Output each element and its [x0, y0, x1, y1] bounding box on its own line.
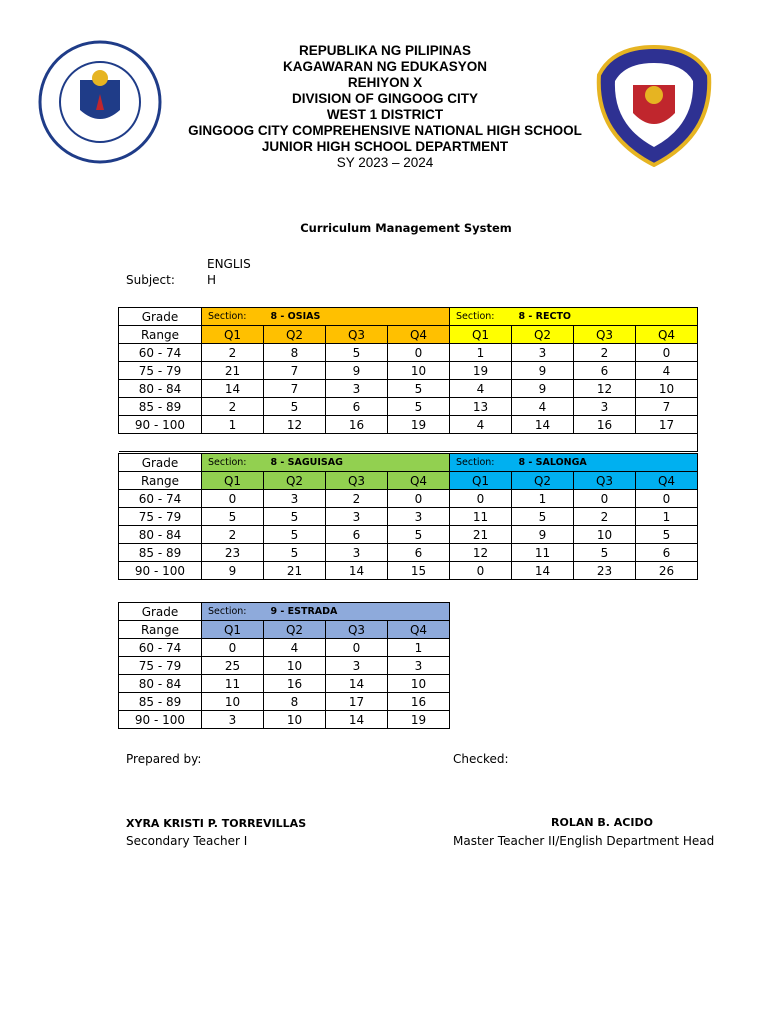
count-cell: 2: [574, 508, 636, 526]
count-cell: 0: [636, 490, 698, 508]
count-cell: 8: [264, 344, 326, 362]
grade-range-cell: 85 - 89: [119, 398, 202, 416]
table-row: [119, 508, 698, 526]
subject-value-line2: H: [207, 273, 217, 287]
quarter-header: Q3: [326, 326, 388, 344]
quarter-header: Q4: [388, 621, 450, 639]
quarter-row: [119, 621, 450, 639]
count-cell: 6: [326, 398, 388, 416]
table-row: [119, 639, 450, 657]
count-cell: 9: [326, 362, 388, 380]
count-cell: 6: [636, 544, 698, 562]
count-cell: 0: [388, 490, 450, 508]
section-header: [202, 603, 450, 621]
count-cell: 6: [388, 544, 450, 562]
count-cell: 6: [326, 526, 388, 544]
quarter-header: Q1: [450, 326, 512, 344]
quarter-header: Q2: [264, 472, 326, 490]
header-line: REHIYON X: [347, 75, 423, 90]
subject-label: Subject:: [126, 273, 175, 287]
count-cell: 1: [388, 639, 450, 657]
table-row: [119, 562, 698, 580]
quarter-header: Q2: [512, 326, 574, 344]
count-cell: 14: [326, 562, 388, 580]
count-cell: 5: [388, 526, 450, 544]
section-label: Section:: [208, 311, 247, 322]
count-cell: 11: [202, 675, 264, 693]
count-cell: 14: [512, 416, 574, 434]
count-cell: 7: [264, 380, 326, 398]
section-row: [119, 308, 698, 326]
count-cell: 3: [202, 711, 264, 729]
count-cell: 13: [450, 398, 512, 416]
count-cell: 14: [202, 380, 264, 398]
range-header: Range: [119, 472, 202, 490]
count-cell: 7: [264, 362, 326, 380]
count-cell: 0: [202, 490, 264, 508]
grade-range-cell: 90 - 100: [119, 711, 202, 729]
count-cell: 9: [512, 362, 574, 380]
count-cell: 9: [202, 562, 264, 580]
header-line: GINGOOG CITY COMPREHENSIVE NATIONAL HIGH SCHOOL: [188, 123, 582, 138]
quarter-header: Q2: [512, 472, 574, 490]
count-cell: 10: [264, 711, 326, 729]
grade-range-cell: 90 - 100: [119, 416, 202, 434]
subject-value-line1: ENGLIS: [207, 257, 251, 271]
quarter-header: Q1: [202, 326, 264, 344]
count-cell: 5: [388, 398, 450, 416]
header-line: JUNIOR HIGH SCHOOL DEPARTMENT: [261, 139, 509, 154]
grade-header: Grade: [119, 603, 202, 621]
count-cell: 19: [450, 362, 512, 380]
table-row: [119, 398, 698, 416]
count-cell: 5: [264, 398, 326, 416]
count-cell: 25: [202, 657, 264, 675]
grade-range-cell: 80 - 84: [119, 526, 202, 544]
grade-range-cell: 80 - 84: [119, 675, 202, 693]
count-cell: 3: [574, 398, 636, 416]
grade-range-cell: 60 - 74: [119, 639, 202, 657]
checker-name: ROLAN B. ACIDO: [551, 816, 653, 829]
count-cell: 11: [512, 544, 574, 562]
checker-title: Master Teacher II/English Department Head: [453, 834, 715, 848]
count-cell: 14: [512, 562, 574, 580]
count-cell: 23: [574, 562, 636, 580]
count-cell: 2: [202, 526, 264, 544]
count-cell: 26: [636, 562, 698, 580]
range-header: Range: [119, 326, 202, 344]
quarter-row: [119, 326, 698, 344]
count-cell: 0: [450, 490, 512, 508]
grade-range-cell: 90 - 100: [119, 562, 202, 580]
grade-range-cell: 85 - 89: [119, 693, 202, 711]
section-row: [119, 603, 450, 621]
count-cell: 5: [202, 508, 264, 526]
grade-range-cell: 75 - 79: [119, 362, 202, 380]
quarter-header: Q2: [264, 326, 326, 344]
count-cell: 8: [264, 693, 326, 711]
count-cell: 5: [326, 344, 388, 362]
table-row: [119, 490, 698, 508]
count-cell: 4: [450, 416, 512, 434]
count-cell: 10: [264, 657, 326, 675]
header-line: KAGAWARAN NG EDUKASYON: [282, 59, 487, 74]
count-cell: 6: [574, 362, 636, 380]
table-row: [119, 544, 698, 562]
count-cell: 16: [264, 675, 326, 693]
checked-label: Checked:: [453, 752, 509, 766]
count-cell: 10: [202, 693, 264, 711]
section-name: 8 - SAGUISAG: [270, 457, 343, 468]
count-cell: 3: [326, 657, 388, 675]
count-cell: 19: [388, 711, 450, 729]
count-cell: 1: [202, 416, 264, 434]
count-cell: 4: [264, 639, 326, 657]
section-name: 8 - RECTO: [518, 311, 572, 322]
table-row: [119, 344, 698, 362]
section-header: [450, 308, 698, 326]
count-cell: 10: [574, 526, 636, 544]
table-row: [119, 380, 698, 398]
count-cell: 10: [388, 675, 450, 693]
count-cell: 0: [202, 639, 264, 657]
grade-distribution-table: [118, 307, 698, 452]
preparer-name: XYRA KRISTI P. TORREVILLAS: [126, 817, 307, 830]
grade-range-cell: 75 - 79: [119, 657, 202, 675]
quarter-header: Q1: [450, 472, 512, 490]
grade-distribution-table: [118, 453, 698, 580]
count-cell: 16: [574, 416, 636, 434]
count-cell: 3: [512, 344, 574, 362]
count-cell: 3: [264, 490, 326, 508]
grade-range-cell: 60 - 74: [119, 344, 202, 362]
quarter-header: Q4: [636, 472, 698, 490]
count-cell: 15: [388, 562, 450, 580]
count-cell: 9: [512, 526, 574, 544]
table-row: [119, 362, 698, 380]
count-cell: 2: [574, 344, 636, 362]
table-row: [119, 526, 698, 544]
header-line: REPUBLIKA NG PILIPINAS: [298, 43, 471, 58]
table-row: [119, 711, 450, 729]
count-cell: 9: [512, 380, 574, 398]
count-cell: 0: [574, 490, 636, 508]
prepared-by-label: Prepared by:: [126, 752, 202, 766]
count-cell: 14: [326, 675, 388, 693]
count-cell: 1: [512, 490, 574, 508]
section-header: [450, 454, 698, 472]
deped-seal-logo: [38, 40, 162, 164]
section-header: [202, 454, 450, 472]
header-line: DIVISION OF GINGOOG CITY: [291, 91, 478, 106]
section-label: Section:: [456, 311, 495, 322]
count-cell: 23: [202, 544, 264, 562]
count-cell: 2: [202, 344, 264, 362]
count-cell: 7: [636, 398, 698, 416]
count-cell: 2: [326, 490, 388, 508]
quarter-header: Q3: [326, 621, 388, 639]
section-name: 8 - SALONGA: [518, 457, 587, 468]
count-cell: 0: [326, 639, 388, 657]
school-year: SY 2023 – 2024: [336, 155, 434, 170]
quarter-header: Q2: [264, 621, 326, 639]
quarter-header: Q4: [388, 326, 450, 344]
count-cell: 5: [264, 526, 326, 544]
quarter-header: Q3: [574, 326, 636, 344]
count-cell: 5: [388, 380, 450, 398]
grade-header: Grade: [119, 454, 202, 472]
count-cell: 19: [388, 416, 450, 434]
count-cell: 5: [264, 544, 326, 562]
table-row: [119, 657, 450, 675]
count-cell: 0: [388, 344, 450, 362]
header-line: WEST 1 DISTRICT: [326, 107, 444, 122]
preparer-title: Secondary Teacher I: [126, 834, 248, 848]
count-cell: 11: [450, 508, 512, 526]
document-header: [150, 43, 620, 171]
count-cell: 10: [636, 380, 698, 398]
count-cell: 10: [388, 362, 450, 380]
count-cell: 4: [512, 398, 574, 416]
count-cell: 0: [450, 562, 512, 580]
count-cell: 17: [326, 693, 388, 711]
grade-range-cell: 75 - 79: [119, 508, 202, 526]
count-cell: 4: [450, 380, 512, 398]
count-cell: 0: [636, 344, 698, 362]
count-cell: 21: [450, 526, 512, 544]
count-cell: 12: [450, 544, 512, 562]
range-header: Range: [119, 621, 202, 639]
count-cell: 1: [636, 508, 698, 526]
quarter-header: Q1: [202, 621, 264, 639]
count-cell: 5: [574, 544, 636, 562]
count-cell: 3: [388, 508, 450, 526]
grade-header: Grade: [119, 308, 202, 326]
count-cell: 3: [326, 544, 388, 562]
count-cell: 5: [264, 508, 326, 526]
count-cell: 17: [636, 416, 698, 434]
quarter-header: Q4: [636, 326, 698, 344]
section-name: 8 - OSIAS: [270, 311, 321, 322]
count-cell: 14: [326, 711, 388, 729]
quarter-row: [119, 472, 698, 490]
table-row: [119, 416, 698, 434]
document-title: Curriculum Management System: [300, 221, 512, 235]
quarter-header: Q3: [326, 472, 388, 490]
count-cell: 16: [388, 693, 450, 711]
section-row: [119, 454, 698, 472]
count-cell: 12: [264, 416, 326, 434]
count-cell: 3: [388, 657, 450, 675]
section-name: 9 - ESTRADA: [270, 606, 338, 617]
section-header: [202, 308, 450, 326]
count-cell: 1: [450, 344, 512, 362]
grade-range-cell: 60 - 74: [119, 490, 202, 508]
grade-distribution-table: [118, 602, 450, 729]
section-label: Section:: [208, 606, 247, 617]
quarter-header: Q1: [202, 472, 264, 490]
count-cell: 2: [202, 398, 264, 416]
count-cell: 3: [326, 380, 388, 398]
quarter-header: Q4: [388, 472, 450, 490]
count-cell: 4: [636, 362, 698, 380]
section-label: Section:: [208, 457, 247, 468]
quarter-header: Q3: [574, 472, 636, 490]
count-cell: 3: [326, 508, 388, 526]
count-cell: 12: [574, 380, 636, 398]
table-row: [119, 693, 450, 711]
count-cell: 21: [202, 362, 264, 380]
grade-range-cell: 80 - 84: [119, 380, 202, 398]
count-cell: 21: [264, 562, 326, 580]
grade-range-cell: 85 - 89: [119, 544, 202, 562]
table-row: [119, 675, 450, 693]
count-cell: 5: [512, 508, 574, 526]
section-label: Section:: [456, 457, 495, 468]
spacer-row: [119, 434, 698, 452]
count-cell: 16: [326, 416, 388, 434]
count-cell: 5: [636, 526, 698, 544]
